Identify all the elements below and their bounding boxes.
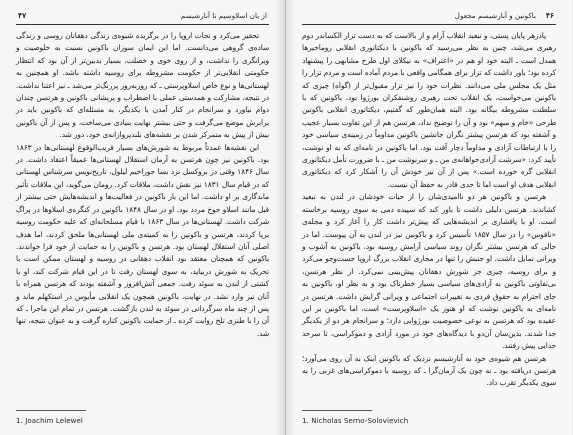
left-page-number: ۴۷ bbox=[18, 11, 27, 20]
left-gutter-shadow bbox=[275, 0, 285, 435]
left-running-title: از یان اسلاوسیم تا آنارشیسم bbox=[180, 11, 267, 20]
right-footnote: 1. Nicholas Serno-Solovievich bbox=[302, 417, 409, 425]
left-footnote-rule bbox=[16, 410, 86, 411]
right-page-number: ۴۶ bbox=[545, 11, 554, 20]
right-page-header bbox=[300, 10, 558, 22]
right-body-text bbox=[302, 30, 556, 401]
right-page bbox=[286, 0, 572, 435]
right-header-rule bbox=[302, 24, 556, 25]
left-footnote: 1. Joachim Lelewel bbox=[16, 417, 83, 425]
left-paragraph-2: این نقشه‌ها عمدتاً مربوط به شورش‌های بسیار قریب‌الوقوع لهستانی‌ها در ۱۸۶۳ بود. باکونین نیز چون هرتسن به آرمان استقلال لهستانی‌ها عمیقاً اعتقاد داشت. در سال ۱۸۴۶ وقتی در بروکسل نزد بسا جوراخیم لیلول، تاریخ‌نویس سرشناس لهستانی که در قیام سال ۱۸۳۱ نیز نقش داشت، ملاقات کرد. رومان می‌گوید، این ملاقات تأثیر ماندگاری بر او داشت. اما این بار باکونین در فعالیت‌ها و اندیشه‌هایش حتی بیشتر از قبل مانند اسلاو جوخ مردد بود. او در سال ۱۸۴۸ باکونین در کنگره‌ی اسلاوها در پراگ شرکت داشت. لهستانی‌ها در سال ۱۸۶۳ با قیام مسلحانه‌ای که علیه حکومت روسیه برپا کردند، هرتسن و باکونین را به کمیته‌ی ملی لهستانی‌ها ملحق کردند، اما هدف اصلی آنان استقلال لهستان بود. هرتسن و باکونین را به حمایت از خود فرا خواندند. باکونین که همچنان معتقد بود انقلاب دهقانی در روسیه و لهستان ممکن است با تحریک به شورش دربیاید، به سوی لهستان رفت تا در این قیام شرکت کند، او با کشتی از لندن به سوئد رفت. جمعی آتش‌افروز و آشفته بودند که هرتسن همراه با آنان نیز وارد نشد. در نهایت، باکونین همچون یک انقلابی مأیوس در استکهلم ماند و پس از چند ماه سرگردانی در سوئد به لندن بازگشت. هرتسن در تمام این ماجرا ـ که آن را با طنزی تلخ روایت کرده ـ از حمایت باکونین کناره گرفت و به عنوان نتیجه، تنها شد. bbox=[16, 142, 269, 338]
right-paragraph-2: هرتسن و باکونین هر دو ناامیدی‌شان را از حیات خودشان در لندن به تبعید کشاندند. هرتسن دلیلی داشت تا باور کند که سپیده دمی به سوی روسیه برخاسته است. او با پافشاری بر اندیشه‌هایی که پیش‌تر داشت کار را آغاز کرد و مجله‌ی «ناقوس» را در سال ۱۸۵۷ تأسیس کرد و باکونین نیز در لندن به آن پیوست. اما در حالی که هرتسن بیشتر نگران روند سیاسی آرامش روسیه بود، باکونین به آشوب و ویرانی تمایل داشت. او جنبش را تنها در مجاری انقلاب بزرگ اروپا جست‌وجو می‌کرد و برای روسیه، چیزی جز شورش دهقانان پیش‌بینی نمی‌کرد. از نظر هرتسن، بی‌تفاوتی باکونین به آزادی‌های سیاسی بسیار خطرناک بود و به نظر او، باکونین به جای احترام به حقوق فردی به تغییرات اجتماعی و ویرانی گرایش داشت. هرتسن در نامه‌ای به باکونین نوشت که او هنوز یک «اسلاوپرست» است، اما باکونین بر این عقیده بود که هرتسن به نوعی خصوصیت بورژوایی دارد؛ و سرانجام هر دو از یکدیگر جدا شدند. بدین‌سان آن‌دو با دیدگاه‌های خود در مورد آزادی و دموکراسی، تا سرحد جدایی پیش رفتند. bbox=[302, 192, 556, 351]
left-body-text bbox=[16, 30, 269, 401]
right-footnote-rule bbox=[302, 410, 372, 411]
right-gutter-shadow bbox=[286, 0, 296, 435]
left-page-header bbox=[14, 10, 271, 22]
left-header-rule bbox=[16, 24, 269, 25]
left-paragraph-1: تحقیر می‌کرد و نجات اروپا را در برگزیده شیوه‌ی زندگی دهقانان روسی و زندگی ساده‌ی گروهی می‌دانست. اما این ایمان سوزان باکونین نسبت به خلوصیت و ویرانگری را نداشت، و از روی خوی و خصلت، بسیار بدبین‌تر از آن بود که انتظار حکومتی انقلابی‌تر از حکومت مشروطه برای روسیه داشته باشد. او همچنین به لهستانی‌ها و نوع خاص اسلاوپرستی ـ که روزبه‌روز پررنگ‌تر می‌شد ـ نیز اعتنا نداشت. در نتیجه، مشارکت و همدستی عملی با اضطراب و پریشانی باکونین و هرتسن چندان دوام نیاورد و سرانجام در کنار آمدن با یکدیگر، به مسئله‌ای که باکونین باید در برابرش موضع می‌گرفت و حتی بیشتر نهایت بنیادی می‌ساخت، و پس از آن باکونین بیش از پیش به متمرکز شدن بر نقشه‌های بلندپروازانه‌ی خود، دور شد. bbox=[16, 31, 269, 140]
right-paragraph-1: پادزهر پایان پستی، و تبعید انقلاب آرام و از بالاست که به دست تزار الکساندر دوم رهبری می‌شد، چنین به نظر می‌رسید که باکونین با دیکتاتوری انقلابی روماخیرها همدل است ـ البته خود او هم در «اعتراف» به نیکلای اول طرح مشابهی را پیشنهاد کرده بود؛ باور داشت که تزار برای همگامی واقعی با مردم آماده است و مردم تزار را مثل یک مجلس ملی می‌دانند. نظرات خود را نیز تزار مقبول‌تر از (گواه) چیزی که باکونین می‌خواست، یک انقلاب تحت رهبری روشنفکران بورژوا بود، باکونین که با سلطنت مشروطه بیگانه بود. البته همان‌طور که گفتیم، دیکتاتوری انقلابی باکونین طرحی «خام و مبهم» بود و آن را توضیح نداد، هرتسن هم از این تفاوت بسیار عجیب و آشفته بود که هرتسن پیشتر نگران جانشین باکونین مداوماً در زمینه‌ی سیاسی خود را با ارتباطات آزادی و مداوماً دچار آفت بود. اما باکونین در نامه‌ای که به او نوشت، تأیید کرد: «سرشت آزادی‌خواهانه‌ی من ـ و سرنوشت من ـ با ضرورت تأمل دیکتاتوری انقلابی گره خورده است.» پس از آن نیز خودش آن را آشکار کرد که دیکتاتوری انقلابی هدف او است اما تا حدی قادر به حفظ آن نیست. bbox=[302, 31, 556, 189]
right-running-title: باکونین و آنارشیسم مجعول bbox=[454, 11, 536, 20]
left-page bbox=[0, 0, 286, 435]
right-paragraph-3: هرتسن هم شیوه‌ی خود به آنارشیسم نزدیک که باکونین اینک به آن روی می‌آورد؛ هرتسن دریافته بود ـ نه چون یک آرمان‌گرا ـ که روسیه با دموکراسی‌های غربی را به سوی یکدیگر تقرب داد. bbox=[302, 353, 556, 388]
